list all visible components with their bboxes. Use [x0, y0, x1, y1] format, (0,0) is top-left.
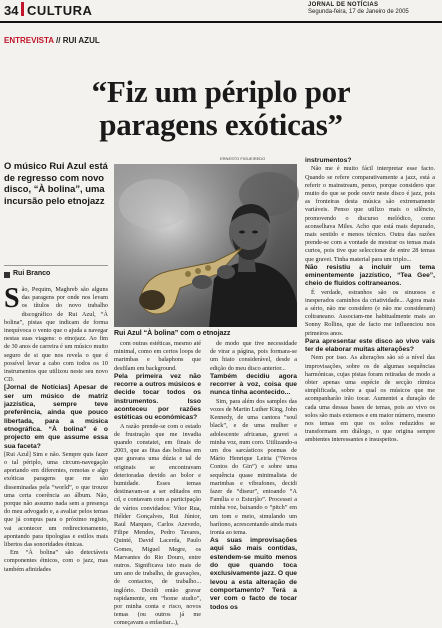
body-paragraph: É verdade, estranhos são os sinuosos e inesperados caminhos da criatividade... Agora mais a sério, não me considero (e não me consideram) coltraneano. Associam-me habitualmente mais ao Sonny Rollins, que de facto me influenciou nos primeiros anos.: [305, 288, 435, 337]
paper-name: JORNAL DE NOTÍCIAS: [308, 2, 379, 8]
body-paragraph: Em “À bolina” são detectáveis componentes étnicos, com o jazz, mas também afinidades: [4, 549, 108, 573]
byline: Rui Branco: [13, 270, 51, 277]
interview-question: Pela primeira vez não recorre a outros músicos e decide tocar todos os instrumentos. Isso aconteceu por razões estéticas ou económicas?: [114, 372, 201, 422]
kicker: [4, 36, 100, 45]
lede: O músico Rui Azul está de regresso com novo disco, “À bolina”, uma incursão pelo etnojazz: [4, 160, 108, 206]
interview-question: Para apresentar este disco ao vivo vais ter de elaborar muitas alterações?: [305, 337, 435, 354]
kicker-subject: RUI AZUL: [62, 36, 100, 45]
drop-cap: S: [4, 283, 20, 314]
body-paragraph: de modo que tive necessidade de virar a página, pois formara-se um hiato considerável, desde a edição do meu disco anterior...: [210, 340, 297, 372]
opening-paragraph: [4, 283, 108, 384]
kicker-separator: //: [56, 36, 61, 45]
saxophonist-illustration: [114, 164, 297, 327]
body-paragraph: A razão prende-se com o estado de frustração que me invadia quando constatei, em finais de 2003, que as fitas das bolinas em que gravara uma dúzia e tal de originais se encontravam deterioradas devido ao bolor e humidade. Esses temas destinavam-se a ser editados em cd, e contavam com a participação de vários convidados: Vítor Rua, Hélder Gonçalves, Rui Júnior, Raul Marques, Carlos Azevedo, Filipe Mendes, Pedro Tavares, Quinté, David Lacerda, Paulo Gomes, Miguel Megre, os Marvantes do Rio Douro, entre outros. Significava isto mais de um ano de trabalho, de gravações, de contactos, de trabalho... inglório. Decidi então gravar rapidamente, em “home studio”, por minha conta e risco, novos temas (ou outros já me começavam a enfastiar...),: [114, 422, 201, 627]
masthead-rule: [0, 21, 442, 23]
musician-photo: [114, 164, 297, 327]
article-column-1: [4, 283, 108, 596]
interview-question: Também decidiu agora recorrer à voz, coisa que nunca tinha acontecido...: [210, 372, 297, 397]
article-column-4: [305, 157, 435, 597]
section-marker: [21, 2, 24, 16]
kicker-label: ENTREVISTA: [4, 36, 54, 45]
interview-question: instrumentos?: [305, 157, 352, 164]
article-column-2: [114, 340, 201, 627]
headline: [0, 75, 442, 141]
publication-date: Segunda-feira, 17 de Janeiro de 2005: [308, 9, 409, 15]
byline-square-icon: [4, 272, 10, 278]
masthead: [0, 0, 442, 20]
page-number: 34: [4, 3, 19, 18]
interview-question: Não resistiu a incluir um tema eminentemente jazzístico, “Tea Gee”, cheio de fluidos coltraneanos.: [305, 263, 435, 288]
opening-text: ão, Pequim, Maghreb são alguns das paragens por onde nos levam os títulos do novo trabalho discográfico de Rui Azul, “À bolina”, pistas que indicam de forma inequívoca o vento que o ajuda a navegar nestas suas viagens: o etnojazz. Ao fim de 30 anos de carreira é um músico muito seguro de si que nos revela o que é possível levar a cabo com todos os 10 instrumentos que utilizou neste seu novo CD.: [4, 286, 108, 384]
photo-credit: ERNESTO FIGUEIREDO: [220, 156, 266, 161]
article-column-3: [210, 340, 297, 611]
body-paragraph: com outras estéticas, mesmo até minimal, como em certos loops de marimbas e balaphons que desfilam em background.: [114, 340, 201, 372]
headline-line-1: “Fiz um périplo por: [91, 74, 351, 109]
interview-question: As suas improvisações aqui são mais contidas, estendem-se muito menos do que quando toca exclusivamente jazz. O que levou a esta alteração de comportamento? Terá a ver com o facto de tocar todos os: [210, 537, 297, 611]
lede-divider: [4, 265, 108, 266]
body-paragraph: Nem por isso. As alterações são só a nível das improvisações, sobre os de algumas sequências harmónicas, cujas pistas foram retiradas de modo a obter apenas uma espécie de secção rítmica simplificada, sobre a qual os músicos que me acompanharão irão tocar. Aumentei a duração de cada uma dessas bases de temas, pois ao vivo os solos são mais extensos e em maior número, mesmo nos temas em que os solos reduzidos se transformam em diálogo, o que origina sempre ambientes interessantes e insuspeitos.: [305, 354, 435, 444]
interview-answer: [Rui Azul] Sim e não. Sempre quis fazer o tal périplo, uma circum-navegação aportando em diferentes, remotas e algo exóticas paragens que me são disseminadas pela “world”, o que trouxe uma certa coerência ao álbum. Não, porque não assumo nada sem a presença do meu advogado e, a avaliar pelos temas que já compus para o próximo registo, vai acontecer um redirecionamento, apontando para tipologias e estilos mais libertos das sonoridades étnicas.: [4, 450, 108, 549]
body-paragraph: Não me é muito fácil interpretar esse facto. Quando se refere comparativamente a jazz, está a referir o mainstream, penso, porque considero que muito do que se pode ouvir neste disco é jazz, pois as fronteiras desta música são extremamente variáveis. Penso que utilizo mais o silêncio, promovendo o discurso melódico, como aconselhava Miles. Acho que está mais depurado, mais sentido e menos técnico. Outra das razões prende-se com a vontade de mostrar os temas mais curtos, pois tive que seleccionar de entre 28 temas que gravei. Tinha material para um triplo...: [305, 165, 435, 263]
section-title: CULTURA: [27, 3, 93, 18]
body-paragraph: Sim, para além dos samples das vozes de Martin Luther King, John Kennedy, de uma cantora “soul black”, e de uma mulher e adolescente africanas, gravei a minha voz, num coro. Utilizando-a um dos sarcásticos poemas de Mário Henrique Leiria (“Novos Contos do Gin”) e sobre uma sequência quase minimalista de marimbas e vibrafones, decidi fazer de “diseur”, entoando “A Família e o Esturjão”. Processei a minha voz, baixando o “pitch” em um tom e meio, simulando um barítono, acrescentando ainda mais ironia ao tema.: [210, 397, 297, 536]
headline-line-2: paragens exóticas”: [99, 107, 343, 142]
interview-question: [Jornal de Notícias] Apesar de ser um músico de matriz jazzística, sempre teve preferência, ainda que pouco libertada, para a música etnográfica. “À bolina” é o projecto em que assume essa sua faceta?: [4, 384, 108, 450]
photo-caption: Rui Azul “À bolina” com o etnojazz: [114, 330, 231, 337]
